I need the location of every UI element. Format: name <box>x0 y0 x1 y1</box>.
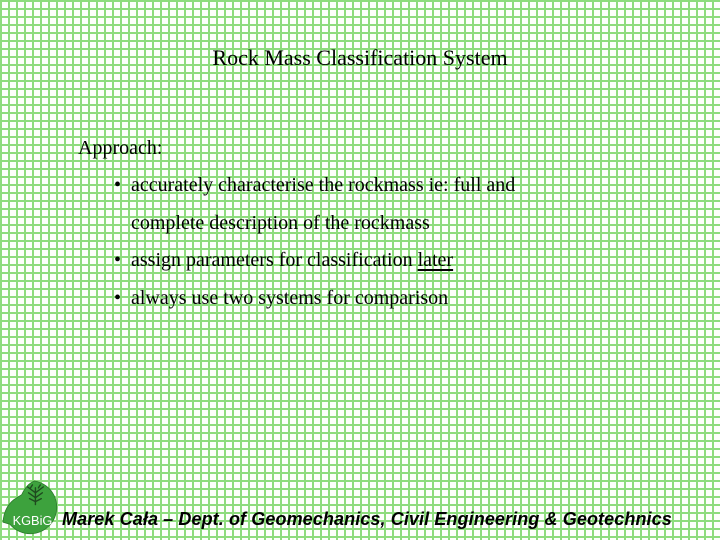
footer-credit: Marek Cała – Dept. of Geomechanics, Civil Engineering & Geotechnics <box>62 509 672 529</box>
approach-label: Approach: <box>78 137 163 159</box>
list-item-continuation <box>114 205 594 243</box>
bullet-text-plain: assign parameters for classification <box>131 249 418 271</box>
bullet-text: complete description of the rockmass <box>131 211 430 234</box>
kgbig-logo <box>2 479 61 538</box>
bullet-text: always use two systems for comparison <box>131 286 449 309</box>
bullet-icon: • <box>114 249 122 271</box>
list-item <box>114 242 594 280</box>
bullet-text: accurately characterise the rockmass ie: full and <box>131 174 516 196</box>
list-item <box>114 167 594 205</box>
bullet-list <box>114 167 594 317</box>
bullet-text <box>131 242 594 280</box>
slide-title: Rock Mass Classification System <box>212 45 508 70</box>
bullet-icon: • <box>114 174 122 196</box>
logo-text: KGBiG <box>12 513 53 529</box>
bullet-text-underlined: later <box>417 249 454 271</box>
bullet-icon: • <box>114 286 122 309</box>
list-item <box>114 280 594 318</box>
